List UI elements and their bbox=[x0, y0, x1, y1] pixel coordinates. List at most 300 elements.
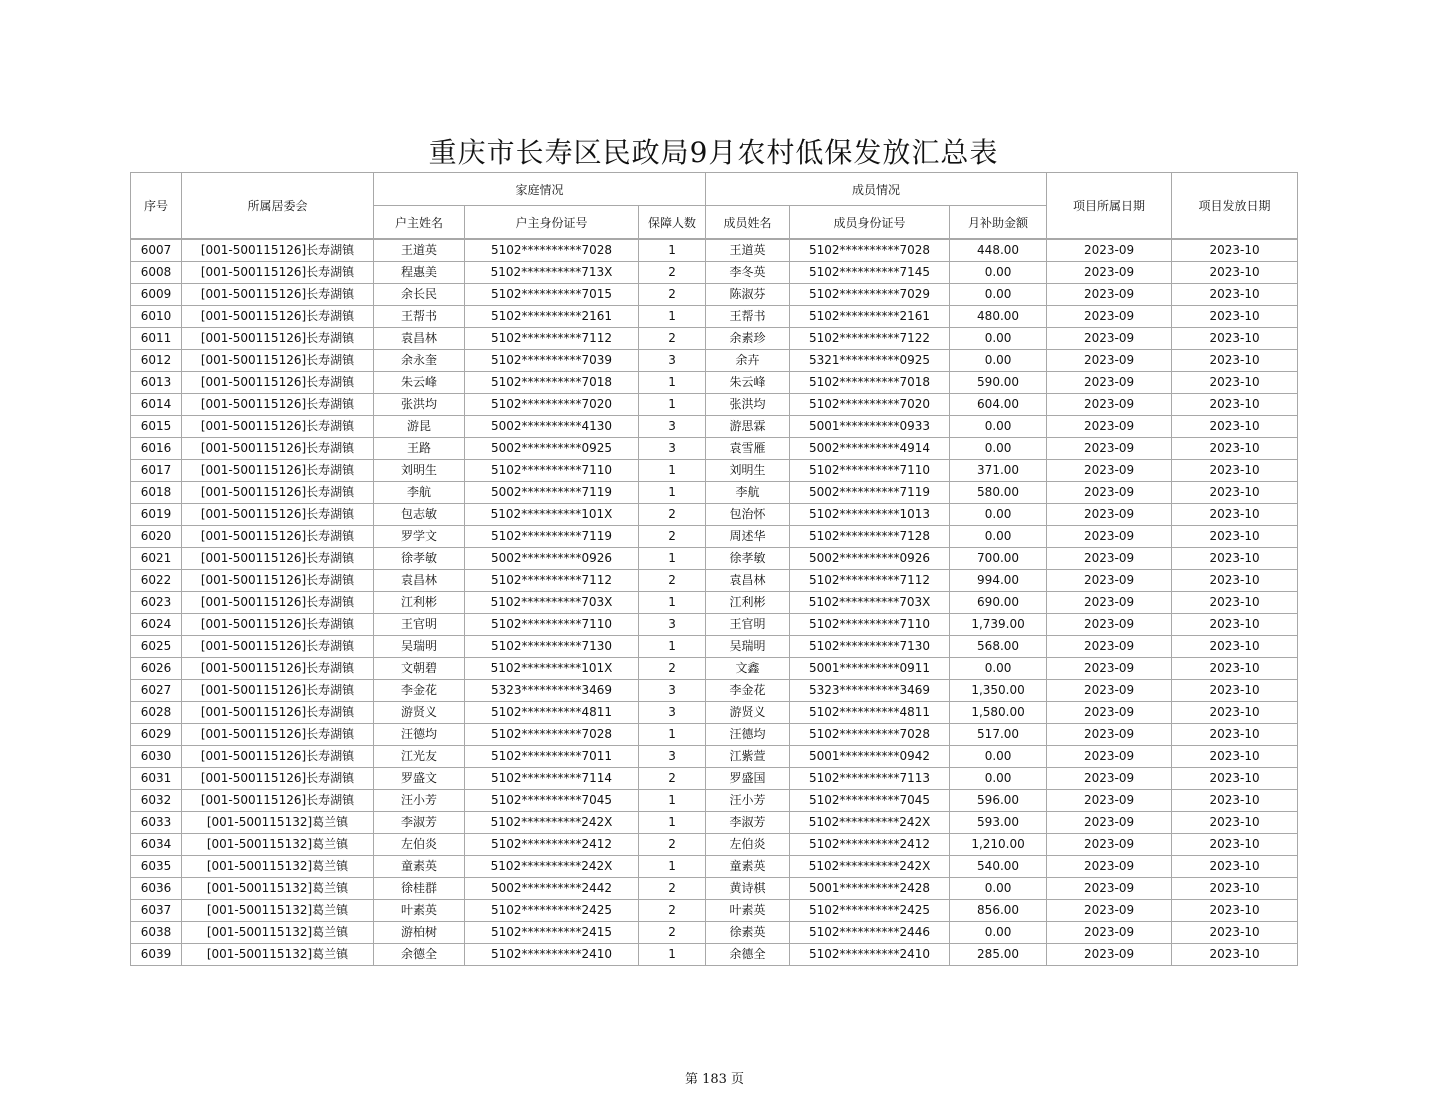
covered-cell: 3 bbox=[639, 702, 706, 724]
member-id-cell: 5102**********7130 bbox=[790, 636, 950, 658]
member-name-cell: 周述华 bbox=[706, 526, 790, 548]
issue-date-cell: 2023-10 bbox=[1172, 460, 1298, 482]
table-row bbox=[131, 526, 1298, 548]
committee-cell: [001-500115126]长寿湖镇 bbox=[182, 746, 374, 768]
table-header bbox=[131, 173, 1298, 240]
project-date-cell: 2023-09 bbox=[1047, 856, 1172, 878]
head-id-cell: 5102**********7110 bbox=[465, 460, 639, 482]
covered-cell: 2 bbox=[639, 284, 706, 306]
covered-cell: 1 bbox=[639, 548, 706, 570]
covered-cell: 1 bbox=[639, 812, 706, 834]
table-row bbox=[131, 548, 1298, 570]
head-id-cell: 5102**********101X bbox=[465, 504, 639, 526]
issue-date-cell: 2023-10 bbox=[1172, 239, 1298, 262]
member-id-cell: 5102**********7145 bbox=[790, 262, 950, 284]
member-id-cell: 5102**********7028 bbox=[790, 724, 950, 746]
member-name-cell: 王官明 bbox=[706, 614, 790, 636]
member-id-cell: 5102**********2412 bbox=[790, 834, 950, 856]
table-row bbox=[131, 460, 1298, 482]
committee-cell: [001-500115132]葛兰镇 bbox=[182, 900, 374, 922]
covered-cell: 2 bbox=[639, 834, 706, 856]
amount-cell: 596.00 bbox=[950, 790, 1047, 812]
table-row bbox=[131, 284, 1298, 306]
amount-cell: 580.00 bbox=[950, 482, 1047, 504]
head-id-cell: 5102**********7028 bbox=[465, 239, 639, 262]
amount-cell: 593.00 bbox=[950, 812, 1047, 834]
table-row bbox=[131, 900, 1298, 922]
table-row bbox=[131, 372, 1298, 394]
seq-cell: 6010 bbox=[131, 306, 182, 328]
member-id-cell: 5001**********2428 bbox=[790, 878, 950, 900]
head-id-cell: 5102**********7018 bbox=[465, 372, 639, 394]
table-row bbox=[131, 328, 1298, 350]
covered-cell: 1 bbox=[639, 790, 706, 812]
member-name-cell: 陈淑芬 bbox=[706, 284, 790, 306]
committee-cell: [001-500115126]长寿湖镇 bbox=[182, 702, 374, 724]
covered-cell: 3 bbox=[639, 746, 706, 768]
seq-cell: 6036 bbox=[131, 878, 182, 900]
head-name-cell: 徐孝敏 bbox=[374, 548, 465, 570]
head-name-cell: 罗学文 bbox=[374, 526, 465, 548]
member-name-cell: 袁雪雁 bbox=[706, 438, 790, 460]
head-name-cell: 王官明 bbox=[374, 614, 465, 636]
table-row bbox=[131, 438, 1298, 460]
member-id-cell: 5001**********0933 bbox=[790, 416, 950, 438]
amount-cell: 1,210.00 bbox=[950, 834, 1047, 856]
header-issue-date: 项目发放日期 bbox=[1172, 173, 1298, 240]
member-id-cell: 5102**********7029 bbox=[790, 284, 950, 306]
seq-cell: 6019 bbox=[131, 504, 182, 526]
table-row bbox=[131, 680, 1298, 702]
project-date-cell: 2023-09 bbox=[1047, 482, 1172, 504]
head-id-cell: 5102**********101X bbox=[465, 658, 639, 680]
member-id-cell: 5102**********7110 bbox=[790, 614, 950, 636]
member-id-cell: 5102**********7018 bbox=[790, 372, 950, 394]
head-name-cell: 程惠美 bbox=[374, 262, 465, 284]
head-id-cell: 5102**********2425 bbox=[465, 900, 639, 922]
head-id-cell: 5102**********7112 bbox=[465, 570, 639, 592]
amount-cell: 0.00 bbox=[950, 768, 1047, 790]
member-name-cell: 游思霖 bbox=[706, 416, 790, 438]
head-id-cell: 5002**********7119 bbox=[465, 482, 639, 504]
committee-cell: [001-500115126]长寿湖镇 bbox=[182, 504, 374, 526]
table-row bbox=[131, 812, 1298, 834]
covered-cell: 2 bbox=[639, 658, 706, 680]
amount-cell: 0.00 bbox=[950, 438, 1047, 460]
covered-cell: 1 bbox=[639, 636, 706, 658]
covered-cell: 2 bbox=[639, 504, 706, 526]
issue-date-cell: 2023-10 bbox=[1172, 856, 1298, 878]
seq-cell: 6009 bbox=[131, 284, 182, 306]
seq-cell: 6028 bbox=[131, 702, 182, 724]
seq-cell: 6021 bbox=[131, 548, 182, 570]
member-name-cell: 黄诗棋 bbox=[706, 878, 790, 900]
head-name-cell: 余长民 bbox=[374, 284, 465, 306]
seq-cell: 6038 bbox=[131, 922, 182, 944]
committee-cell: [001-500115126]长寿湖镇 bbox=[182, 614, 374, 636]
project-date-cell: 2023-09 bbox=[1047, 878, 1172, 900]
seq-cell: 6023 bbox=[131, 592, 182, 614]
member-name-cell: 童素英 bbox=[706, 856, 790, 878]
member-name-cell: 徐孝敏 bbox=[706, 548, 790, 570]
member-name-cell: 刘明生 bbox=[706, 460, 790, 482]
covered-cell: 3 bbox=[639, 416, 706, 438]
covered-cell: 2 bbox=[639, 526, 706, 548]
amount-cell: 604.00 bbox=[950, 394, 1047, 416]
project-date-cell: 2023-09 bbox=[1047, 658, 1172, 680]
project-date-cell: 2023-09 bbox=[1047, 636, 1172, 658]
head-name-cell: 左伯炎 bbox=[374, 834, 465, 856]
member-name-cell: 李金花 bbox=[706, 680, 790, 702]
header-member-group: 成员情况 bbox=[706, 173, 1047, 206]
committee-cell: [001-500115126]长寿湖镇 bbox=[182, 372, 374, 394]
table-row bbox=[131, 922, 1298, 944]
head-id-cell: 5002**********4130 bbox=[465, 416, 639, 438]
head-id-cell: 5323**********3469 bbox=[465, 680, 639, 702]
issue-date-cell: 2023-10 bbox=[1172, 372, 1298, 394]
covered-cell: 3 bbox=[639, 680, 706, 702]
issue-date-cell: 2023-10 bbox=[1172, 658, 1298, 680]
head-id-cell: 5002**********0926 bbox=[465, 548, 639, 570]
page-title: 重庆市长寿区民政局9月农村低保发放汇总表 bbox=[428, 136, 999, 169]
head-id-cell: 5102**********242X bbox=[465, 812, 639, 834]
issue-date-cell: 2023-10 bbox=[1172, 504, 1298, 526]
member-name-cell: 余德全 bbox=[706, 944, 790, 966]
head-id-cell: 5102**********7015 bbox=[465, 284, 639, 306]
amount-cell: 0.00 bbox=[950, 922, 1047, 944]
project-date-cell: 2023-09 bbox=[1047, 526, 1172, 548]
head-id-cell: 5102**********7045 bbox=[465, 790, 639, 812]
head-id-cell: 5102**********2415 bbox=[465, 922, 639, 944]
seq-cell: 6025 bbox=[131, 636, 182, 658]
amount-cell: 540.00 bbox=[950, 856, 1047, 878]
member-id-cell: 5002**********7119 bbox=[790, 482, 950, 504]
member-id-cell: 5102**********242X bbox=[790, 812, 950, 834]
committee-cell: [001-500115126]长寿湖镇 bbox=[182, 526, 374, 548]
covered-cell: 1 bbox=[639, 460, 706, 482]
issue-date-cell: 2023-10 bbox=[1172, 834, 1298, 856]
table-row bbox=[131, 416, 1298, 438]
project-date-cell: 2023-09 bbox=[1047, 812, 1172, 834]
head-name-cell: 包志敏 bbox=[374, 504, 465, 526]
head-name-cell: 叶素英 bbox=[374, 900, 465, 922]
seq-cell: 6027 bbox=[131, 680, 182, 702]
member-name-cell: 余素珍 bbox=[706, 328, 790, 350]
table-row bbox=[131, 394, 1298, 416]
issue-date-cell: 2023-10 bbox=[1172, 438, 1298, 460]
seq-cell: 6013 bbox=[131, 372, 182, 394]
committee-cell: [001-500115126]长寿湖镇 bbox=[182, 394, 374, 416]
seq-cell: 6039 bbox=[131, 944, 182, 966]
head-id-cell: 5102**********7114 bbox=[465, 768, 639, 790]
seq-cell: 6031 bbox=[131, 768, 182, 790]
project-date-cell: 2023-09 bbox=[1047, 460, 1172, 482]
member-id-cell: 5102**********2446 bbox=[790, 922, 950, 944]
issue-date-cell: 2023-10 bbox=[1172, 636, 1298, 658]
committee-cell: [001-500115126]长寿湖镇 bbox=[182, 306, 374, 328]
project-date-cell: 2023-09 bbox=[1047, 570, 1172, 592]
member-id-cell: 5102**********2410 bbox=[790, 944, 950, 966]
issue-date-cell: 2023-10 bbox=[1172, 526, 1298, 548]
member-name-cell: 王道英 bbox=[706, 239, 790, 262]
member-name-cell: 江紫萱 bbox=[706, 746, 790, 768]
amount-cell: 994.00 bbox=[950, 570, 1047, 592]
head-id-cell: 5102**********4811 bbox=[465, 702, 639, 724]
committee-cell: [001-500115126]长寿湖镇 bbox=[182, 239, 374, 262]
amount-cell: 371.00 bbox=[950, 460, 1047, 482]
head-name-cell: 罗盛文 bbox=[374, 768, 465, 790]
seq-cell: 6030 bbox=[131, 746, 182, 768]
committee-cell: [001-500115126]长寿湖镇 bbox=[182, 680, 374, 702]
member-id-cell: 5321**********0925 bbox=[790, 350, 950, 372]
committee-cell: [001-500115126]长寿湖镇 bbox=[182, 438, 374, 460]
member-id-cell: 5102**********1013 bbox=[790, 504, 950, 526]
member-name-cell: 袁昌林 bbox=[706, 570, 790, 592]
seq-cell: 6034 bbox=[131, 834, 182, 856]
table-row bbox=[131, 746, 1298, 768]
amount-cell: 448.00 bbox=[950, 239, 1047, 262]
head-name-cell: 王道英 bbox=[374, 239, 465, 262]
amount-cell: 480.00 bbox=[950, 306, 1047, 328]
member-name-cell: 汪德均 bbox=[706, 724, 790, 746]
issue-date-cell: 2023-10 bbox=[1172, 416, 1298, 438]
head-id-cell: 5102**********703X bbox=[465, 592, 639, 614]
member-name-cell: 李冬英 bbox=[706, 262, 790, 284]
table-row bbox=[131, 724, 1298, 746]
member-id-cell: 5002**********4914 bbox=[790, 438, 950, 460]
head-id-cell: 5102**********7028 bbox=[465, 724, 639, 746]
amount-cell: 690.00 bbox=[950, 592, 1047, 614]
member-name-cell: 叶素英 bbox=[706, 900, 790, 922]
member-name-cell: 文鑫 bbox=[706, 658, 790, 680]
committee-cell: [001-500115126]长寿湖镇 bbox=[182, 350, 374, 372]
seq-cell: 6018 bbox=[131, 482, 182, 504]
head-name-cell: 童素英 bbox=[374, 856, 465, 878]
member-id-cell: 5323**********3469 bbox=[790, 680, 950, 702]
project-date-cell: 2023-09 bbox=[1047, 394, 1172, 416]
head-name-cell: 刘明生 bbox=[374, 460, 465, 482]
issue-date-cell: 2023-10 bbox=[1172, 570, 1298, 592]
member-name-cell: 朱云峰 bbox=[706, 372, 790, 394]
seq-cell: 6033 bbox=[131, 812, 182, 834]
page-number: 第 183 页 bbox=[684, 1072, 745, 1087]
issue-date-cell: 2023-10 bbox=[1172, 944, 1298, 966]
member-name-cell: 徐素英 bbox=[706, 922, 790, 944]
head-name-cell: 李金花 bbox=[374, 680, 465, 702]
covered-cell: 2 bbox=[639, 922, 706, 944]
committee-cell: [001-500115126]长寿湖镇 bbox=[182, 262, 374, 284]
table-row bbox=[131, 636, 1298, 658]
head-name-cell: 余永奎 bbox=[374, 350, 465, 372]
head-id-cell: 5102**********713X bbox=[465, 262, 639, 284]
issue-date-cell: 2023-10 bbox=[1172, 284, 1298, 306]
amount-cell: 0.00 bbox=[950, 504, 1047, 526]
table-row bbox=[131, 239, 1298, 262]
covered-cell: 1 bbox=[639, 724, 706, 746]
table-row bbox=[131, 944, 1298, 966]
seq-cell: 6014 bbox=[131, 394, 182, 416]
header-head-name: 户主姓名 bbox=[374, 206, 465, 240]
committee-cell: [001-500115132]葛兰镇 bbox=[182, 944, 374, 966]
table-row bbox=[131, 768, 1298, 790]
amount-cell: 1,739.00 bbox=[950, 614, 1047, 636]
table-row bbox=[131, 878, 1298, 900]
header-amount: 月补助金额 bbox=[950, 206, 1047, 240]
committee-cell: [001-500115132]葛兰镇 bbox=[182, 856, 374, 878]
committee-cell: [001-500115126]长寿湖镇 bbox=[182, 658, 374, 680]
head-name-cell: 游昆 bbox=[374, 416, 465, 438]
member-name-cell: 李航 bbox=[706, 482, 790, 504]
head-name-cell: 王路 bbox=[374, 438, 465, 460]
issue-date-cell: 2023-10 bbox=[1172, 614, 1298, 636]
member-name-cell: 张洪均 bbox=[706, 394, 790, 416]
member-id-cell: 5001**********0911 bbox=[790, 658, 950, 680]
project-date-cell: 2023-09 bbox=[1047, 504, 1172, 526]
member-id-cell: 5102**********2161 bbox=[790, 306, 950, 328]
member-id-cell: 5102**********7028 bbox=[790, 239, 950, 262]
member-id-cell: 5102**********7110 bbox=[790, 460, 950, 482]
covered-cell: 1 bbox=[639, 592, 706, 614]
covered-cell: 2 bbox=[639, 768, 706, 790]
issue-date-cell: 2023-10 bbox=[1172, 900, 1298, 922]
issue-date-cell: 2023-10 bbox=[1172, 878, 1298, 900]
member-id-cell: 5102**********4811 bbox=[790, 702, 950, 724]
amount-cell: 1,350.00 bbox=[950, 680, 1047, 702]
issue-date-cell: 2023-10 bbox=[1172, 306, 1298, 328]
amount-cell: 285.00 bbox=[950, 944, 1047, 966]
member-name-cell: 吴瑞明 bbox=[706, 636, 790, 658]
covered-cell: 2 bbox=[639, 262, 706, 284]
head-id-cell: 5102**********7011 bbox=[465, 746, 639, 768]
amount-cell: 568.00 bbox=[950, 636, 1047, 658]
head-name-cell: 袁昌林 bbox=[374, 570, 465, 592]
amount-cell: 0.00 bbox=[950, 878, 1047, 900]
issue-date-cell: 2023-10 bbox=[1172, 328, 1298, 350]
issue-date-cell: 2023-10 bbox=[1172, 922, 1298, 944]
committee-cell: [001-500115126]长寿湖镇 bbox=[182, 460, 374, 482]
head-name-cell: 余德全 bbox=[374, 944, 465, 966]
committee-cell: [001-500115126]长寿湖镇 bbox=[182, 592, 374, 614]
covered-cell: 2 bbox=[639, 570, 706, 592]
amount-cell: 0.00 bbox=[950, 658, 1047, 680]
issue-date-cell: 2023-10 bbox=[1172, 746, 1298, 768]
committee-cell: [001-500115126]长寿湖镇 bbox=[182, 416, 374, 438]
covered-cell: 3 bbox=[639, 350, 706, 372]
member-name-cell: 王帮书 bbox=[706, 306, 790, 328]
table-row bbox=[131, 350, 1298, 372]
head-id-cell: 5102**********7020 bbox=[465, 394, 639, 416]
project-date-cell: 2023-09 bbox=[1047, 328, 1172, 350]
amount-cell: 0.00 bbox=[950, 262, 1047, 284]
amount-cell: 0.00 bbox=[950, 284, 1047, 306]
head-id-cell: 5102**********2410 bbox=[465, 944, 639, 966]
amount-cell: 0.00 bbox=[950, 350, 1047, 372]
table-row bbox=[131, 834, 1298, 856]
covered-cell: 1 bbox=[639, 372, 706, 394]
covered-cell: 1 bbox=[639, 239, 706, 262]
committee-cell: [001-500115132]葛兰镇 bbox=[182, 878, 374, 900]
head-id-cell: 5102**********7130 bbox=[465, 636, 639, 658]
seq-cell: 6035 bbox=[131, 856, 182, 878]
covered-cell: 1 bbox=[639, 306, 706, 328]
issue-date-cell: 2023-10 bbox=[1172, 790, 1298, 812]
seq-cell: 6012 bbox=[131, 350, 182, 372]
head-id-cell: 5102**********7112 bbox=[465, 328, 639, 350]
member-id-cell: 5102**********7112 bbox=[790, 570, 950, 592]
covered-cell: 1 bbox=[639, 856, 706, 878]
seq-cell: 6017 bbox=[131, 460, 182, 482]
issue-date-cell: 2023-10 bbox=[1172, 592, 1298, 614]
head-id-cell: 5002**********0925 bbox=[465, 438, 639, 460]
seq-cell: 6015 bbox=[131, 416, 182, 438]
committee-cell: [001-500115126]长寿湖镇 bbox=[182, 790, 374, 812]
member-name-cell: 江利彬 bbox=[706, 592, 790, 614]
amount-cell: 517.00 bbox=[950, 724, 1047, 746]
committee-cell: [001-500115132]葛兰镇 bbox=[182, 834, 374, 856]
amount-cell: 590.00 bbox=[950, 372, 1047, 394]
table-row bbox=[131, 306, 1298, 328]
member-id-cell: 5102**********7020 bbox=[790, 394, 950, 416]
committee-cell: [001-500115126]长寿湖镇 bbox=[182, 724, 374, 746]
issue-date-cell: 2023-10 bbox=[1172, 702, 1298, 724]
head-name-cell: 江光友 bbox=[374, 746, 465, 768]
head-name-cell: 文朝碧 bbox=[374, 658, 465, 680]
committee-cell: [001-500115126]长寿湖镇 bbox=[182, 328, 374, 350]
head-id-cell: 5002**********2442 bbox=[465, 878, 639, 900]
project-date-cell: 2023-09 bbox=[1047, 834, 1172, 856]
table-row bbox=[131, 856, 1298, 878]
committee-cell: [001-500115126]长寿湖镇 bbox=[182, 636, 374, 658]
covered-cell: 2 bbox=[639, 900, 706, 922]
project-date-cell: 2023-09 bbox=[1047, 790, 1172, 812]
header-project-date: 项目所属日期 bbox=[1047, 173, 1172, 240]
head-name-cell: 徐桂群 bbox=[374, 878, 465, 900]
member-id-cell: 5102**********7128 bbox=[790, 526, 950, 548]
amount-cell: 0.00 bbox=[950, 526, 1047, 548]
covered-cell: 1 bbox=[639, 394, 706, 416]
head-name-cell: 吴瑞明 bbox=[374, 636, 465, 658]
summary-table bbox=[130, 172, 1298, 966]
member-name-cell: 包治怀 bbox=[706, 504, 790, 526]
member-id-cell: 5102**********2425 bbox=[790, 900, 950, 922]
head-name-cell: 袁昌林 bbox=[374, 328, 465, 350]
header-family-group: 家庭情况 bbox=[374, 173, 706, 206]
member-id-cell: 5102**********242X bbox=[790, 856, 950, 878]
project-date-cell: 2023-09 bbox=[1047, 768, 1172, 790]
committee-cell: [001-500115126]长寿湖镇 bbox=[182, 284, 374, 306]
member-name-cell: 余卉 bbox=[706, 350, 790, 372]
amount-cell: 856.00 bbox=[950, 900, 1047, 922]
member-name-cell: 罗盛国 bbox=[706, 768, 790, 790]
project-date-cell: 2023-09 bbox=[1047, 922, 1172, 944]
issue-date-cell: 2023-10 bbox=[1172, 350, 1298, 372]
head-id-cell: 5102**********2412 bbox=[465, 834, 639, 856]
head-name-cell: 江利彬 bbox=[374, 592, 465, 614]
header-seq: 序号 bbox=[131, 173, 182, 240]
table-row bbox=[131, 790, 1298, 812]
seq-cell: 6024 bbox=[131, 614, 182, 636]
head-name-cell: 李航 bbox=[374, 482, 465, 504]
project-date-cell: 2023-09 bbox=[1047, 680, 1172, 702]
project-date-cell: 2023-09 bbox=[1047, 944, 1172, 966]
member-id-cell: 5102**********7045 bbox=[790, 790, 950, 812]
project-date-cell: 2023-09 bbox=[1047, 350, 1172, 372]
member-id-cell: 5102**********7113 bbox=[790, 768, 950, 790]
table-row bbox=[131, 482, 1298, 504]
covered-cell: 1 bbox=[639, 482, 706, 504]
seq-cell: 6032 bbox=[131, 790, 182, 812]
seq-cell: 6016 bbox=[131, 438, 182, 460]
